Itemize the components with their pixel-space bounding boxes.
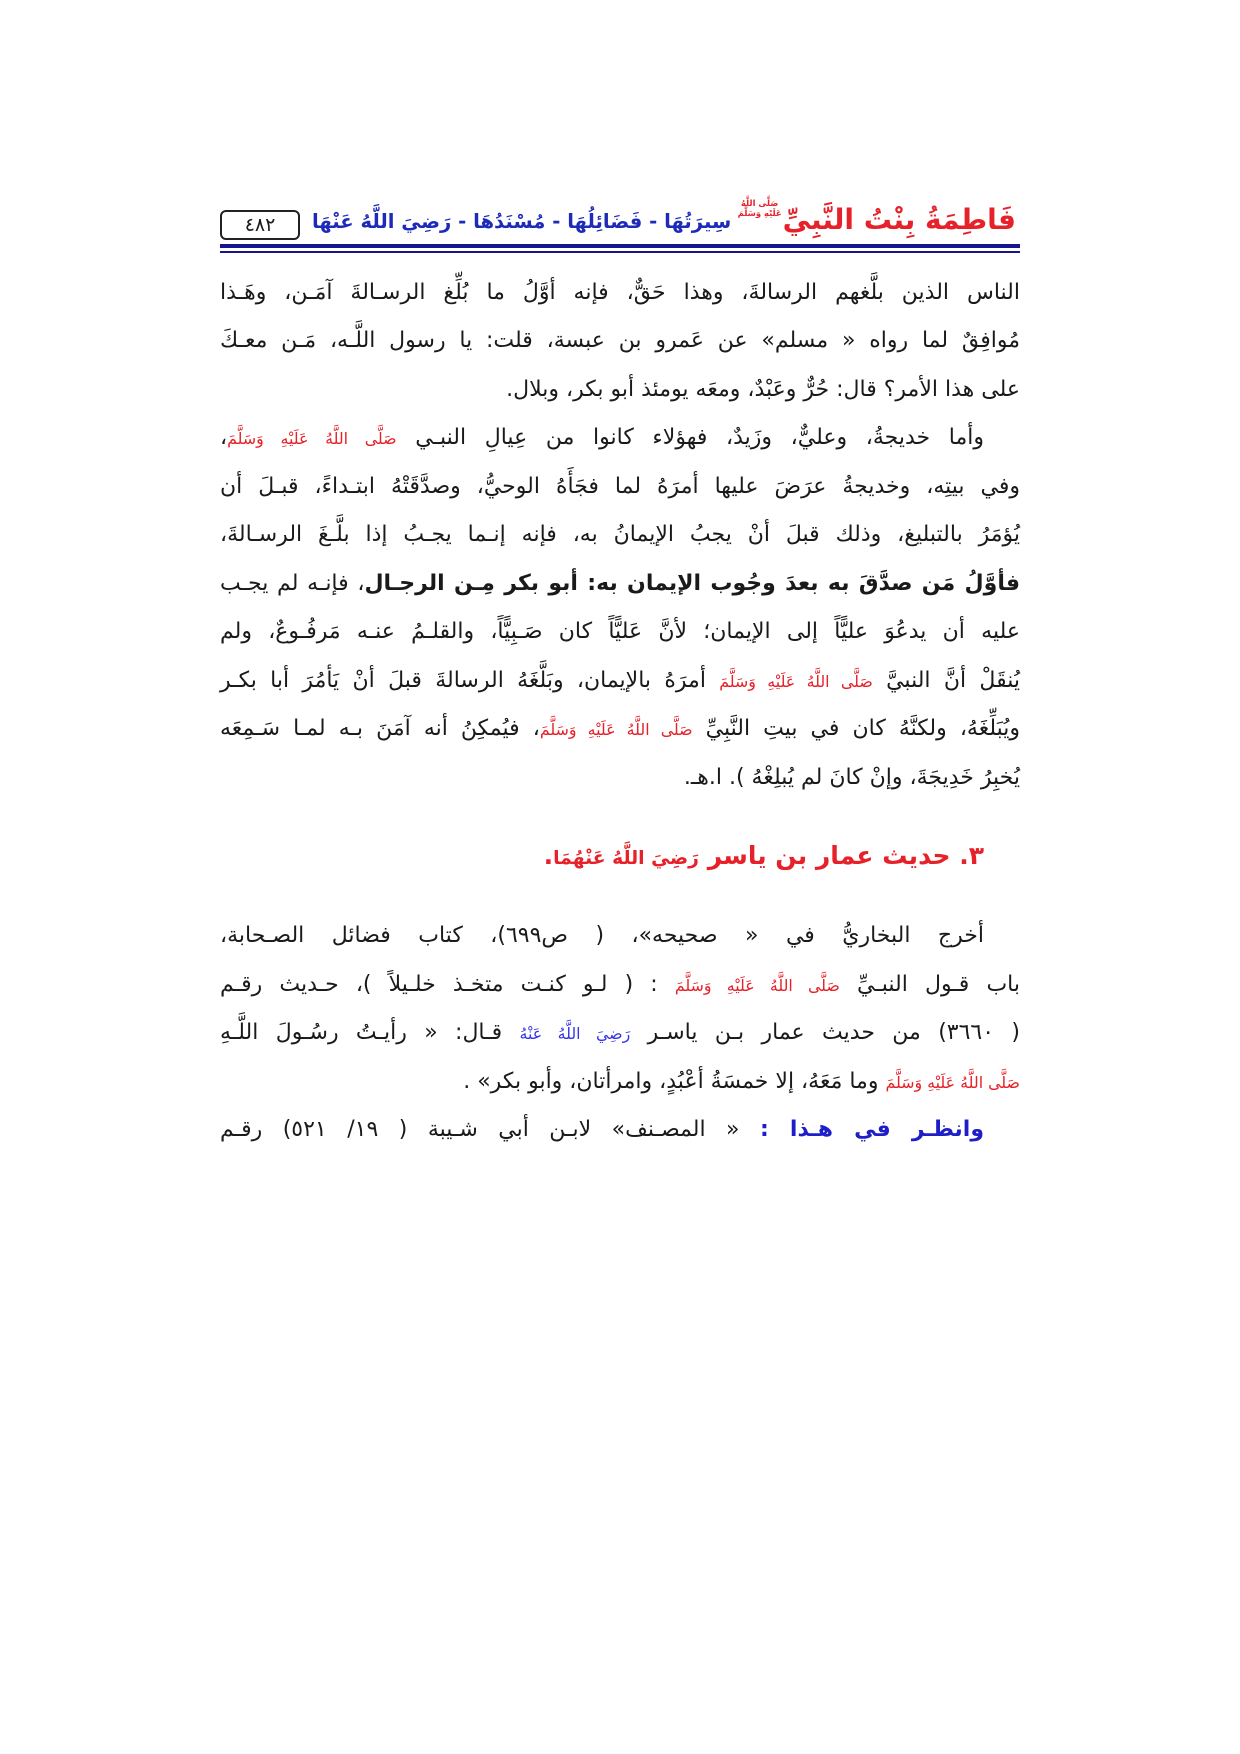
line-text: ويُبَلِّغَهُ، ولكنَّهُ كان في بيتِ النَّبِيِّ — [692, 716, 1020, 742]
text-line — [220, 269, 1020, 318]
line-text: ، — [220, 425, 228, 451]
line-text: الناس الذين بلَّغهم الرسالةَ، وهذا حَقٌّ، فإنه أوَّلُ ما بُلِّغ الرسـالةَ آمَـن، وهَـذا — [220, 279, 1020, 305]
running-header — [220, 196, 1020, 244]
text-line — [220, 511, 1020, 560]
book-title-main — [737, 198, 1016, 242]
line-text: : ( لـو كنـت متخـذ خلـيلاً )، حـديث رقـم — [220, 971, 675, 997]
paragraph — [220, 414, 1020, 802]
page-content — [220, 196, 1021, 1143]
line-text: أمرَهُ بالإيمان، وبَلَّغَهُ الرسالةَ قبلَ أنْ يَأمُرَ أبا بكـر — [220, 667, 720, 693]
header-rule-thin — [220, 251, 1020, 253]
line-text: ( ٣٦٦٠) من حديث عمار بـن ياسـر — [630, 1020, 1021, 1046]
text-line — [220, 560, 1020, 609]
line-text: يُخبِرُ خَدِيجَةَ، وإنْ كانَ لم يُبلِغْهُ ). ا.هـ. — [683, 764, 1020, 790]
line-text: يُؤمَرُ بالتبليغ، وذلك قبلَ أنْ يجبُ الإيمانُ به، فإنه إنـما يجـبُ إذا بلَّـغَ الرسـالةَ، — [220, 522, 1020, 548]
text-line — [220, 366, 1020, 415]
line-text: مُوافِقٌ لما رواه « مسلم» عن عَمرو بن عبسة، قلت: يا رسول اللَّـه، مَـن معـكَ — [220, 328, 1020, 354]
salawat-honorific: صَلَّى اللَّهُ عَلَيْهِ وَسَلَّمَ — [719, 671, 873, 691]
book-title — [312, 196, 1016, 242]
section-heading-text: . — [543, 841, 554, 871]
paragraph — [220, 912, 1020, 1106]
paragraph — [220, 269, 1020, 415]
line-text: على هذا الأمر؟ قال: حُرٌّ وعَبْدٌ، ومعَه يومئذ أبو بكر، وبلال. — [506, 376, 1020, 402]
text-line — [220, 754, 1020, 803]
section-heading — [220, 832, 1020, 881]
line-text: باب قـول النبـيِّ — [839, 971, 1020, 997]
text-line — [220, 1106, 1020, 1155]
salawat-honorific: صَلَّى اللَّهُ عَلَيْهِ وَسَلَّمَ — [737, 198, 782, 218]
salawat-honorific: صَلَّى اللَّهُ عَلَيْهِ وَسَلَّمَ — [539, 720, 693, 740]
text-line — [220, 1058, 1020, 1107]
page-body — [220, 269, 1020, 1155]
bold-phrase: فأوَّلُ مَن صدَّقَ به بعدَ وجُوب الإيمان به: أبو بكر مِـن الرجـال — [364, 570, 1020, 596]
salawat-honorific: صَلَّى اللَّهُ عَلَيْهِ وَسَلَّمَ — [227, 429, 397, 449]
text-line — [220, 414, 1020, 463]
line-text: ، فيُمكِنُ أنه آمَنَ بـه لمـا سَـمِعَه — [220, 716, 540, 742]
radi-honorific: رَضِيَ اللَّهُ عَنْهُ — [519, 1024, 631, 1044]
text-line — [220, 608, 1020, 657]
radi-honorific: رَضِيَ اللَّهُ عَنْهُمَا — [553, 848, 699, 870]
book-subtitle: سِيرَتُهَا - فَضَائِلُهَا - مُسْنَدُهَا - رَضِيَ اللَّهُ عَنْهَا — [312, 210, 732, 233]
text-line — [220, 705, 1020, 754]
text-line — [220, 912, 1020, 961]
page-number: ٤٨٢ — [220, 210, 300, 240]
line-text: وأما خديجةُ، وعليٌّ، وزَيدٌ، فهؤلاء كانوا من عِيالِ النبـي — [396, 425, 984, 451]
line-text: يُنقَلْ أنَّ النبيَّ — [872, 667, 1020, 693]
section-heading-text: ٣. حديث عمار بن ياسر — [698, 841, 984, 871]
line-text: أخرج البخاريُّ في « صحيحه»، ( ص٦٩٩)، كتاب فضائل الصـحابة، — [220, 923, 984, 949]
line-text: عليه أن يدعُوَ عليًّاً إلى الإيمان؛ لأنَّ عَليًّاً كان صَـبِيًّاً، والقلـمُ عنـه مَرفُـوعٌ، ولم — [220, 619, 1020, 645]
paragraph — [220, 1106, 1020, 1155]
text-line — [220, 1009, 1020, 1058]
header-rule-thick — [220, 244, 1020, 248]
line-text: وما مَعَهُ، إلا خمسَةُ أعْبُدٍ، وامرأتان، وأبو بكر» . — [463, 1068, 886, 1094]
text-line — [220, 463, 1020, 512]
salawat-honorific: صَلَّى اللَّهُ عَلَيْهِ وَسَلَّمَ — [885, 1072, 1020, 1092]
line-text: قـال: « رأيـتُ رسُـولَ اللَّـهِ — [220, 1020, 520, 1046]
book-title-text: فَاطِمَةُ بِنْتُ النَّبِيِّ — [782, 203, 1016, 236]
text-line — [220, 961, 1020, 1010]
text-line — [220, 657, 1020, 706]
line-text: ، فإنـه لم يجـب — [220, 570, 365, 596]
salawat-honorific: صَلَّى اللَّهُ عَلَيْهِ وَسَلَّمَ — [674, 975, 840, 995]
cross-reference-label: وانظـر في هـذا : — [759, 1117, 985, 1143]
text-line — [220, 317, 1020, 366]
line-text: « المصـنف» لابـن أبي شـيبة ( ١٩/ ٥٢١) رقـم — [220, 1117, 760, 1143]
line-text: وفي بيتِه، وخديجةُ عرَضَ عليها أمرَهُ لما فجَأَهُ الوحيُّ، وصدَّقَتْهُ ابتـداءً، قبـلَ أن — [220, 473, 1020, 499]
